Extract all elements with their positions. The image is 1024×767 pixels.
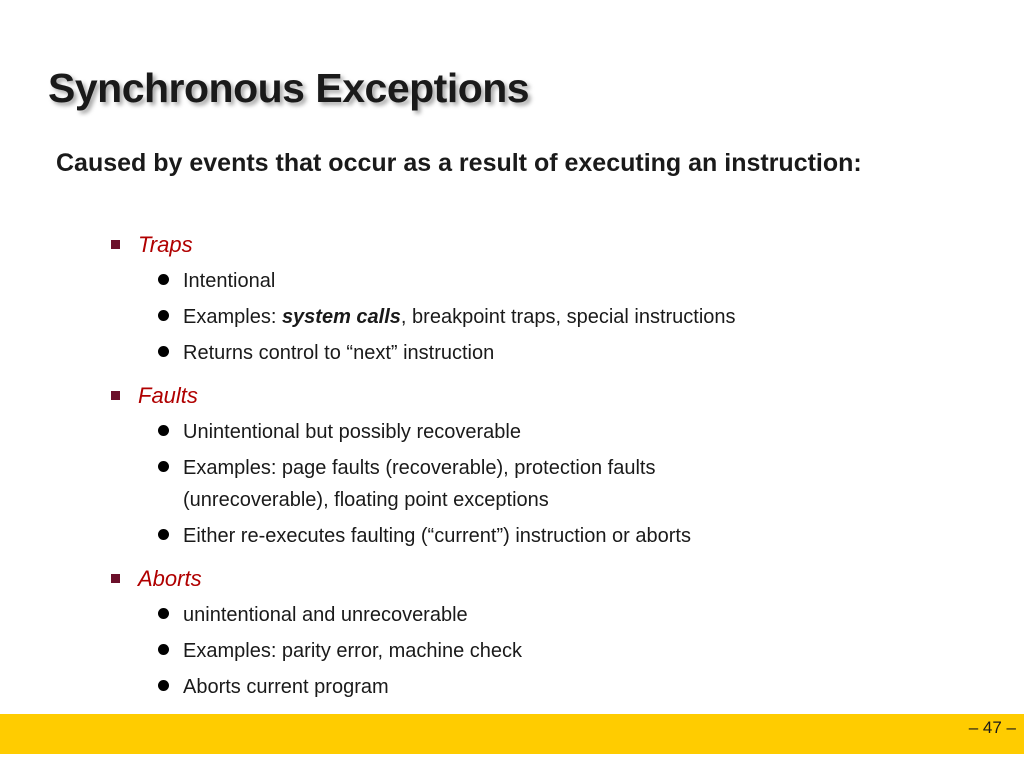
page-number: – 47 –: [968, 718, 1016, 737]
round-bullet-icon: [158, 529, 169, 540]
list-item-text: Unintentional but possibly recoverable: [183, 421, 521, 443]
round-bullet-icon: [158, 680, 169, 691]
round-bullet-icon: [158, 274, 169, 285]
list-item: [158, 416, 863, 448]
list-item-text: Returns control to “next” instruction: [183, 342, 495, 364]
square-bullet-icon: [111, 574, 120, 583]
round-bullet-icon: [158, 608, 169, 619]
footer-bar: [0, 714, 1024, 754]
list-item: [158, 520, 863, 552]
list-item: [158, 337, 863, 369]
list-item: [158, 671, 863, 703]
lead-text: Caused by events that occur as a result of executing an instruction:: [56, 149, 862, 177]
list-item-text-before: Examples:: [183, 306, 282, 328]
list-item: [158, 452, 783, 516]
list-item-text: unintentional and unrecoverable: [183, 604, 468, 626]
list-item: [158, 265, 863, 297]
list-item-text: Either re-executes faulting (“current”) instruction or aborts: [183, 525, 691, 547]
list-item-text: Examples: page faults (recoverable), protection faults (unrecoverable), floating point exceptions: [183, 457, 656, 511]
system-calls-emphasis: system calls: [281, 306, 401, 328]
list-item-text-after: , breakpoint traps, special instructions: [400, 306, 736, 328]
square-bullet-icon: [111, 391, 120, 400]
round-bullet-icon: [158, 425, 169, 436]
section-heading-faults: [111, 382, 198, 410]
section-heading-label: Faults: [138, 383, 198, 408]
round-bullet-icon: [158, 310, 169, 321]
round-bullet-icon: [158, 644, 169, 655]
slide-title: Synchronous Exceptions: [48, 65, 530, 111]
section-heading-label: Aborts: [138, 566, 202, 591]
list-item-text: Intentional: [183, 270, 276, 292]
list-item-text: Aborts current program: [183, 676, 389, 698]
round-bullet-icon: [158, 346, 169, 357]
round-bullet-icon: [158, 461, 169, 472]
section-heading-traps: [111, 231, 193, 259]
section-heading-aborts: [111, 565, 202, 593]
list-item-text: Examples: parity error, machine check: [183, 640, 523, 662]
square-bullet-icon: [111, 240, 120, 249]
list-item: [158, 635, 863, 667]
list-item: [158, 301, 863, 333]
list-item: [158, 599, 863, 631]
section-heading-label: Traps: [138, 232, 193, 257]
